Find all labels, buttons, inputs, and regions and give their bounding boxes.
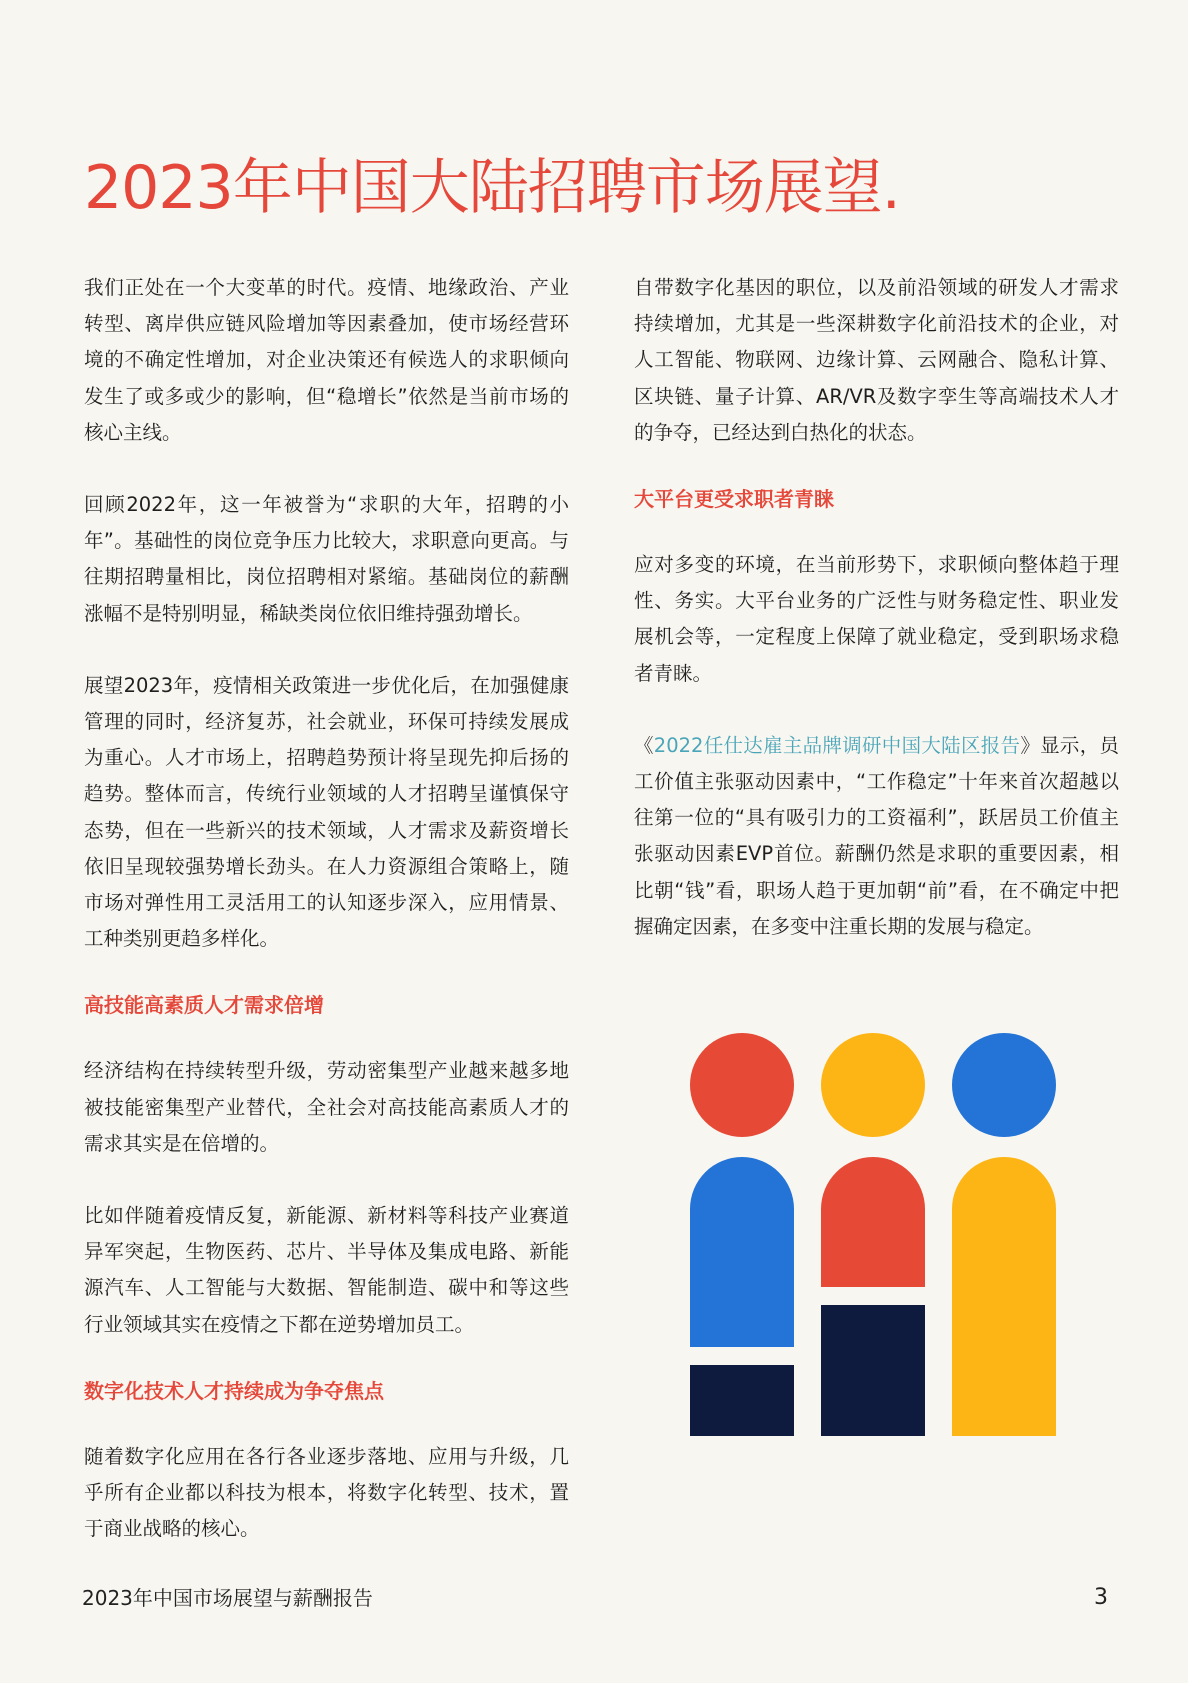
footer-report-name: 2023年中国市场展望与薪酬报告	[82, 1586, 373, 1610]
digital-talent-paragraph: 随着数字化应用在各行各业逐步落地、应用与升级，几乎所有企业都以科技为根本，将数字化转型、技术，置于商业战略的核心。	[84, 1444, 569, 1541]
survey-paragraph	[634, 728, 1119, 945]
outlook-2023-paragraph: 展望2023年，疫情相关政策进一步优化后，在加强健康管理的同时，经济复苏，社会就业，环保可持续发展成为重心。人才市场上，招聘趋势预计将呈现先抑后扬的趋势。整体而言，传统行业领域的人才招聘呈谨慎保守态势，但在一些新兴的技术领域，人才需求及薪资增长依旧呈现较强势增长劲头。在人力资源组合策略上，随市场对弹性用工灵活用工的认知逐步深入，应用情景、工种类别更趋多样化。	[84, 673, 569, 951]
head-circle-red	[690, 1033, 794, 1137]
high-skill-paragraph-1: 经济结构在持续转型升级，劳动密集型产业越来越多地被技能密集型产业替代，全社会对高技能高素质人才的需求其实是在倍增的。	[84, 1059, 569, 1155]
body-arch-yellow	[952, 1157, 1056, 1436]
digital-talent-continued-paragraph: 自带数字化基因的职位，以及前沿领域的研发人才需求持续增加，尤其是一些深耕数字化前沿技术的企业，对人工智能、物联网、边缘计算、云网融合、隐私计算、区块链、量子计算、AR/VR及数字孪生等高端技术人才的争夺，已经达到白热化的状态。	[634, 276, 1119, 444]
head-circle-yellow	[821, 1033, 925, 1137]
right-column	[634, 270, 1119, 945]
people-illustration	[690, 1033, 1056, 1436]
body-arch-red	[821, 1157, 925, 1287]
page-title: 2023年中国大陆招聘市场展望.	[84, 153, 900, 223]
left-column	[84, 270, 569, 1547]
high-skill-paragraph-2: 比如伴随着疫情反复，新能源、新材料等科技产业赛道异军突起，生物医药、芯片、半导体及集成电路、新能源汽车、人工智能与大数据、智能制造、碳中和等这些行业领域其实在疫情之下都在逆势增加员工。	[84, 1204, 569, 1336]
section-heading-high-skill: 高技能高素质人才需求倍增	[84, 993, 324, 1018]
body-arch-blue	[690, 1157, 794, 1347]
section-heading-digital-talent: 数字化技术人才持续成为争夺焦点	[84, 1378, 384, 1403]
page-number: 3	[1094, 1585, 1108, 1610]
base-block-navy-middle	[821, 1305, 925, 1436]
survey-text: 》显示，员工价值主张驱动因素中，“工作稳定”十年来首次超越以往第一位的“具有吸引力的工资福利”，跃居员工价值主张驱动因素EVP首位。薪酬仍然是求职的重要因素，相比朝“钱”看，职场人趋于更加朝“前”看，在不确定中把握确定因素，在多变中注重长期的发展与稳定。	[634, 733, 1119, 938]
base-block-navy-left	[690, 1365, 794, 1436]
survey-open-quote: 《	[634, 733, 654, 757]
intro-paragraph: 我们正处在一个大变革的时代。疫情、地缘政治、产业转型、离岸供应链风险增加等因素叠加，使市场经营环境的不确定性增加，对企业决策还有候选人的求职倾向发生了或多或少的影响，但“稳增长”依然是当前市场的核心主线。	[84, 276, 569, 444]
head-circle-blue	[952, 1033, 1056, 1137]
section-heading-big-platform: 大平台更受求职者青睐	[634, 487, 834, 512]
report-link[interactable]: 2022任仕达雇主品牌调研中国大陆区报告	[653, 733, 1021, 757]
big-platform-paragraph: 应对多变的环境，在当前形势下，求职倾向整体趋于理性、务实。大平台业务的广泛性与财务稳定性、职业发展机会等，一定程度上保障了就业稳定，受到职场求稳者青睐。	[634, 553, 1119, 685]
review-2022-paragraph: 回顾2022年，这一年被誉为“求职的大年，招聘的小年”。基础性的岗位竞争压力比较大，求职意向更高。与往期招聘量相比，岗位招聘相对紧缩。基础岗位的薪酬涨幅不是特别明显，稀缺类岗位依旧维持强劲增长。	[84, 493, 569, 625]
